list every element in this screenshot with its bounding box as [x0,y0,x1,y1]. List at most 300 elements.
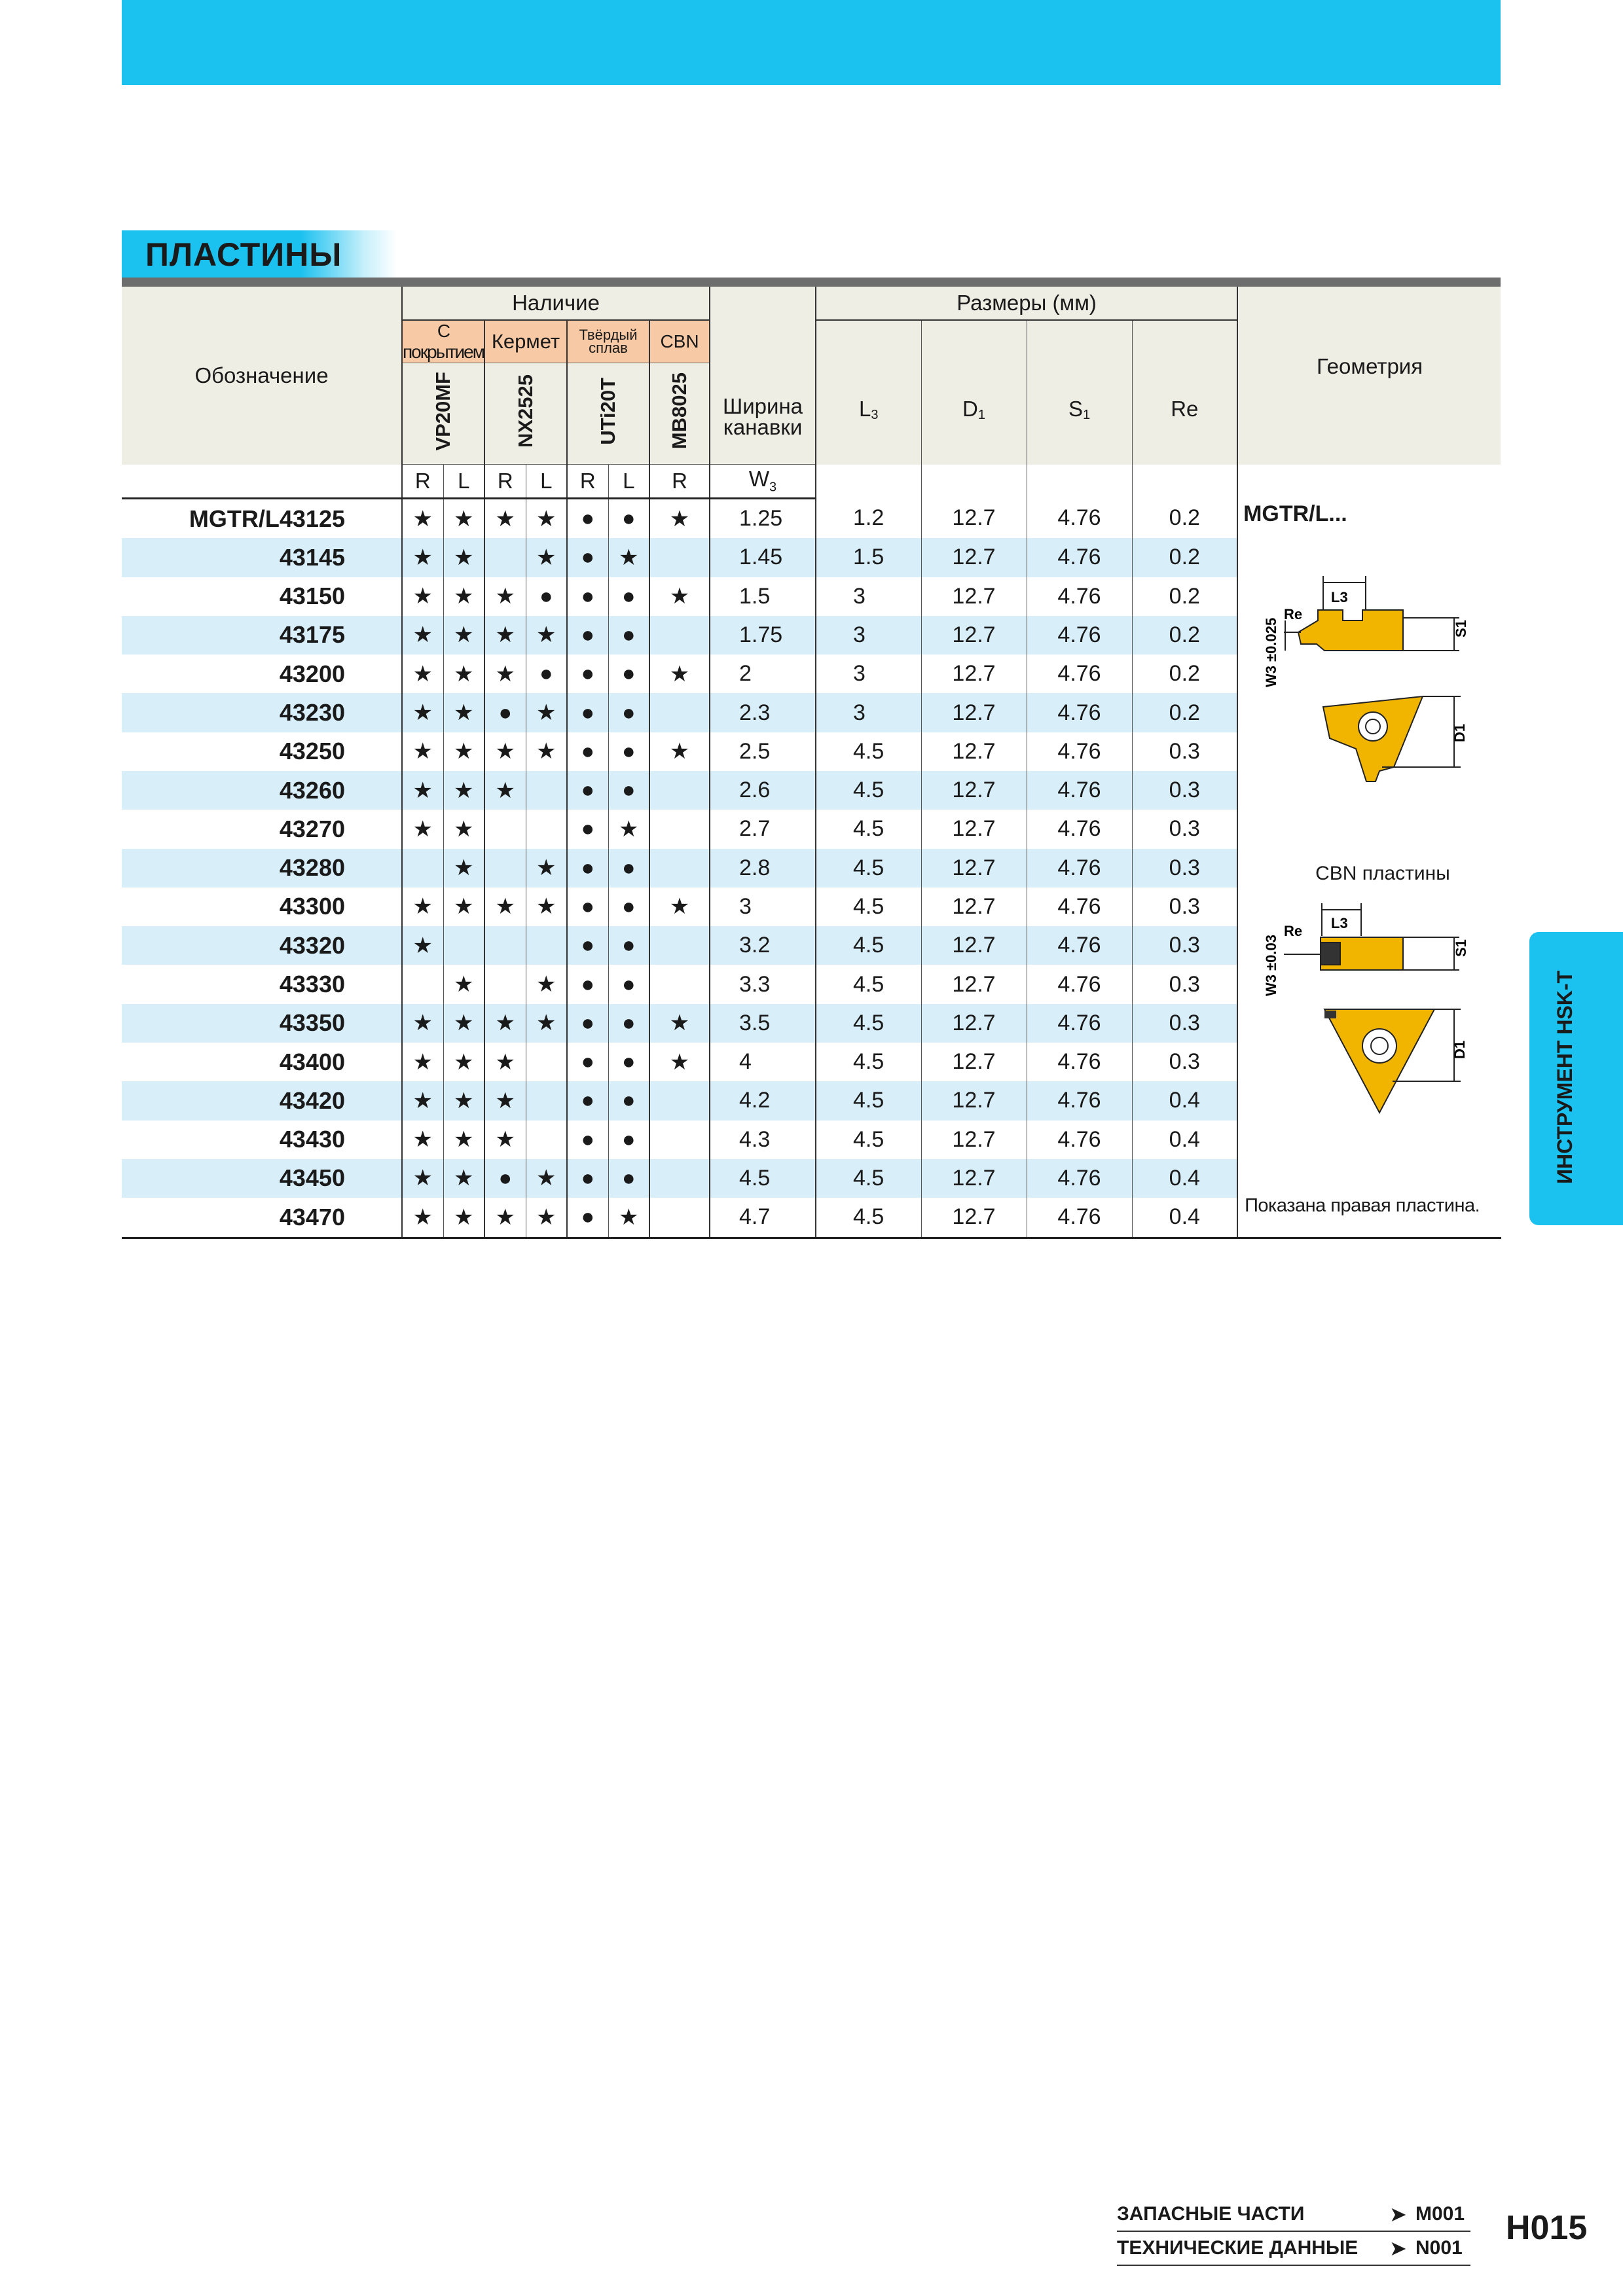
availability-cell: ★ [443,849,484,888]
designation-cell: 43420 [122,1081,402,1120]
d1-cell: 12.7 [921,810,1027,848]
availability-cell: ● [567,538,608,577]
availability-cell: ● [567,732,608,771]
svg-text:L3: L3 [1331,588,1348,605]
availability-cell: ★ [526,693,567,732]
availability-cell: ● [608,693,649,732]
availability-cell: ● [526,655,567,693]
availability-cell: ★ [402,1043,443,1081]
availability-cell: ● [608,616,649,655]
availability-cell: ★ [484,1081,526,1120]
footer-link-code: M001 [1415,2203,1465,2225]
availability-cell: ★ [484,888,526,926]
header-hard-alloy: Твёрдый сплав [567,320,649,363]
footer-link-spare-parts[interactable] [1117,2198,1470,2232]
availability-cell: ● [567,888,608,926]
availability-cell: ● [484,693,526,732]
availability-cell [526,1121,567,1159]
re-cell: 0.3 [1132,926,1237,965]
d1-cell: 12.7 [921,1198,1027,1238]
availability-cell: ★ [649,1043,710,1081]
l3-cell: 4.5 [816,1043,921,1081]
designation-cell: 43150 [279,583,345,610]
groove-width-cell: 3.3 [710,965,816,1003]
availability-cell [402,965,443,1003]
availability-cell: ★ [649,732,710,771]
l3-cell: 4.5 [816,1198,921,1238]
header-cermet: Кермет [484,320,567,363]
s1-cell: 4.76 [1027,655,1132,693]
availability-cell: ● [567,616,608,655]
re-cell: 0.2 [1132,655,1237,693]
l3-cell: 4.5 [816,965,921,1003]
availability-cell [649,849,710,888]
l3-cell: 4.5 [816,1004,921,1043]
header-l: L [443,465,484,499]
re-cell: 0.2 [1132,616,1237,655]
svg-text:W3 ±0.025: W3 ±0.025 [1263,617,1280,687]
svg-text:D1: D1 [1451,723,1468,742]
l3-cell: 4.5 [816,888,921,926]
d1-cell: 12.7 [921,616,1027,655]
d1-cell: 12.7 [921,771,1027,810]
availability-cell: ★ [402,655,443,693]
availability-cell [649,1081,710,1120]
header-grade-mb8025: MB8025 [649,363,710,465]
availability-cell: ★ [649,577,710,616]
svg-text:D1: D1 [1451,1040,1468,1059]
availability-cell: ★ [526,888,567,926]
availability-cell: ● [608,849,649,888]
groove-width-cell: 2.8 [710,849,816,888]
footer-link-text: ТЕХНИЧЕСКИЕ ДАННЫЕ [1117,2237,1359,2259]
availability-cell: ★ [443,1121,484,1159]
designation-cell: 43230 [122,693,402,732]
geometry-panel [1238,499,1501,1237]
arrow-right-icon: ➤ [1389,2202,1407,2226]
availability-cell: ● [608,965,649,1003]
availability-cell: ★ [443,693,484,732]
availability-cell [649,926,710,965]
availability-cell: ★ [402,1121,443,1159]
availability-cell [649,810,710,848]
availability-cell: ● [567,693,608,732]
top-color-bar [122,0,1501,85]
designation-cell: 43200 [279,660,345,687]
header-r: R [649,465,710,499]
availability-cell: ★ [402,616,443,655]
availability-cell: ★ [402,1159,443,1198]
s1-cell: 4.76 [1027,1004,1132,1043]
page-number: H015 [1506,2209,1588,2247]
availability-cell: ● [567,926,608,965]
designation-cell: 43270 [279,815,345,842]
d1-cell: 12.7 [921,1159,1027,1198]
header-cbn: CBN [649,320,710,363]
availability-cell: ★ [402,1198,443,1238]
cbn-label: CBN пластины [1315,862,1450,884]
header-l3: $L_3$ [816,320,921,499]
availability-cell: ● [567,1043,608,1081]
availability-cell: ● [608,771,649,810]
availability-cell: ● [484,1159,526,1198]
availability-cell [649,1198,710,1238]
table-body [122,499,1501,1238]
s1-cell: 4.76 [1027,1198,1132,1238]
geometry-title: MGTR/L... [1243,501,1347,526]
availability-cell: ★ [526,1198,567,1238]
header-s1: $S_1$ [1027,320,1132,499]
l3-cell: 4.5 [816,771,921,810]
availability-cell [526,771,567,810]
re-cell: 0.2 [1132,577,1237,616]
availability-cell: ★ [484,1198,526,1238]
groove-width-cell: 3 [710,888,816,926]
availability-cell: ★ [649,888,710,926]
availability-cell: ★ [443,1004,484,1043]
side-tab[interactable] [1529,932,1623,1225]
availability-cell: ● [567,577,608,616]
availability-cell: ★ [402,1004,443,1043]
designation-cell: 43450 [122,1159,402,1198]
l3-cell: 4.5 [816,926,921,965]
l3-cell: 4.5 [816,810,921,848]
header-r: R [402,465,443,499]
d1-cell: 12.7 [921,1121,1027,1159]
availability-cell: ★ [526,965,567,1003]
availability-cell: ● [608,926,649,965]
availability-cell: ● [567,1198,608,1238]
designation-cell: 43300 [279,893,345,920]
s1-cell: 4.76 [1027,1121,1132,1159]
groove-width-cell: 1.5 [710,577,816,616]
availability-cell: ★ [484,1121,526,1159]
availability-cell: ★ [402,888,443,926]
availability-cell: ★ [649,1004,710,1043]
groove-width-cell: 2.3 [710,693,816,732]
d1-cell: 12.7 [921,577,1027,616]
re-cell: 0.2 [1132,499,1237,539]
svg-text:Re: Re [1284,922,1303,939]
availability-cell: ★ [484,616,526,655]
availability-cell: ● [567,965,608,1003]
l3-cell: 3 [816,655,921,693]
groove-width-cell: 1.75 [710,616,816,655]
availability-cell: ★ [608,810,649,848]
availability-cell: ★ [608,1198,649,1238]
availability-cell: ● [567,1121,608,1159]
l3-cell: 4.5 [816,732,921,771]
l3-cell: 3 [816,616,921,655]
designation-cell: MGTR/L43125 [189,505,345,532]
header-d1: $D_1$ [921,320,1027,499]
designation-cell: 43430 [279,1126,345,1153]
availability-cell: ★ [443,538,484,577]
s1-cell: 4.76 [1027,732,1132,771]
d1-cell: 12.7 [921,1043,1027,1081]
availability-cell: ★ [484,499,526,539]
availability-cell [649,1121,710,1159]
header-r: R [567,465,608,499]
footer-link-text: ЗАПАСНЫЕ ЧАСТИ [1117,2203,1305,2225]
availability-cell: ★ [402,810,443,848]
header-l: L [608,465,649,499]
availability-cell: ★ [402,771,443,810]
availability-cell [484,965,526,1003]
availability-cell: ★ [443,810,484,848]
availability-cell: ★ [526,616,567,655]
re-cell: 0.3 [1132,732,1237,771]
s1-cell: 4.76 [1027,771,1132,810]
availability-cell: ● [567,849,608,888]
availability-cell: ● [608,888,649,926]
availability-cell [526,810,567,848]
s1-cell: 4.76 [1027,1081,1132,1120]
svg-text:W3 ±0.03: W3 ±0.03 [1263,934,1280,996]
availability-cell [649,1159,710,1198]
re-cell: 0.2 [1132,693,1237,732]
geometry-cell [1237,499,1501,1238]
availability-cell [484,926,526,965]
availability-cell: ★ [402,538,443,577]
designation-cell: 43145 [122,538,402,577]
s1-cell: 4.76 [1027,1043,1132,1081]
availability-cell [649,538,710,577]
header-grade-uti20t: UTi20T [567,363,649,465]
d1-cell: 12.7 [921,888,1027,926]
groove-width-cell: 3.2 [710,926,816,965]
l3-cell: 1.2 [816,499,921,539]
header-r: R [484,465,526,499]
header-geometry: Геометрия [1237,287,1501,499]
designation-cell: 43320 [122,926,402,965]
availability-cell: ★ [526,499,567,539]
availability-cell [484,849,526,888]
header-designation-bottom [122,465,402,499]
d1-cell: 12.7 [921,655,1027,693]
svg-text:S1: S1 [1453,939,1470,957]
s1-cell: 4.76 [1027,810,1132,848]
availability-cell: ★ [402,577,443,616]
l3-cell: 4.5 [816,1081,921,1120]
s1-cell: 4.76 [1027,499,1132,539]
groove-width-cell: 4.2 [710,1081,816,1120]
header-rule [122,278,1501,287]
footer-link-code: N001 [1415,2237,1463,2259]
designation-cell: 43280 [122,849,402,888]
d1-cell: 12.7 [921,732,1027,771]
groove-width-cell: 2.5 [710,732,816,771]
header-re: Re [1132,320,1237,499]
header-grade-nx2525: NX2525 [484,363,567,465]
availability-cell: ● [567,1081,608,1120]
groove-width-cell: 4.3 [710,1121,816,1159]
re-cell: 0.3 [1132,771,1237,810]
availability-cell [649,965,710,1003]
availability-cell: ★ [443,616,484,655]
availability-cell: ● [608,1081,649,1120]
availability-cell: ★ [526,1004,567,1043]
availability-cell: ★ [649,655,710,693]
availability-cell: ★ [443,1043,484,1081]
re-cell: 0.3 [1132,1043,1237,1081]
availability-cell: ★ [443,1159,484,1198]
header-l: L [526,465,567,499]
d1-cell: 12.7 [921,538,1027,577]
availability-cell: ★ [402,732,443,771]
d1-cell: 12.7 [921,965,1027,1003]
header-w3: $W_3$ [710,465,816,499]
s1-cell: 4.76 [1027,693,1132,732]
availability-cell [526,1043,567,1081]
inserts-table [122,287,1501,1239]
availability-cell: ★ [526,538,567,577]
availability-cell: ★ [443,732,484,771]
availability-cell [526,926,567,965]
d1-cell: 12.7 [921,1004,1027,1043]
groove-width-cell: 4 [710,1043,816,1081]
s1-cell: 4.76 [1027,849,1132,888]
re-cell: 0.3 [1132,965,1237,1003]
availability-cell: ★ [443,771,484,810]
s1-cell: 4.76 [1027,926,1132,965]
re-cell: 0.4 [1132,1198,1237,1238]
section-title-text: ПЛАСТИНЫ [145,236,342,273]
s1-cell: 4.76 [1027,577,1132,616]
s1-cell: 4.76 [1027,616,1132,655]
header-dimensions: Размеры (мм) [816,287,1237,320]
availability-cell: ★ [484,655,526,693]
availability-cell [649,616,710,655]
d1-cell: 12.7 [921,499,1027,539]
availability-cell [649,771,710,810]
designation-cell: 43470 [122,1198,402,1238]
section-title [122,230,397,278]
availability-cell: ● [608,577,649,616]
s1-cell: 4.76 [1027,888,1132,926]
availability-cell: ★ [526,849,567,888]
availability-cell: ★ [526,732,567,771]
d1-cell: 12.7 [921,1081,1027,1120]
availability-cell [443,926,484,965]
availability-cell: ★ [608,538,649,577]
availability-cell: ★ [443,655,484,693]
re-cell: 0.4 [1132,1081,1237,1120]
availability-cell [526,1081,567,1120]
re-cell: 0.4 [1132,1121,1237,1159]
availability-cell [649,693,710,732]
designation-cell: 43175 [122,616,402,655]
availability-cell: ● [608,499,649,539]
availability-cell: ★ [526,1159,567,1198]
d1-cell: 12.7 [921,926,1027,965]
availability-cell: ● [567,771,608,810]
shown-label: Показана правая пластина. [1245,1194,1480,1216]
re-cell: 0.3 [1132,810,1237,848]
availability-cell [402,849,443,888]
table-row [122,499,1501,539]
availability-cell: ★ [443,499,484,539]
availability-cell: ★ [443,888,484,926]
arrow-right-icon: ➤ [1389,2236,1407,2260]
availability-cell: ★ [484,732,526,771]
availability-cell: ● [608,655,649,693]
availability-cell: ● [567,810,608,848]
designation-cell: 43260 [122,771,402,810]
availability-cell: ★ [443,1198,484,1238]
designation-cell: 43330 [279,971,345,998]
groove-width-cell: 2.7 [710,810,816,848]
groove-width-cell: 3.5 [710,1004,816,1043]
availability-cell: ● [567,1159,608,1198]
s1-cell: 4.76 [1027,965,1132,1003]
l3-cell: 1.5 [816,538,921,577]
availability-cell: ★ [484,1043,526,1081]
availability-cell: ● [608,732,649,771]
l3-cell: 4.5 [816,1159,921,1198]
header-designation: Обозначение [194,363,329,387]
availability-cell: ★ [402,926,443,965]
l3-cell: 3 [816,693,921,732]
availability-cell [484,810,526,848]
availability-cell: ★ [484,1004,526,1043]
re-cell: 0.4 [1132,1159,1237,1198]
groove-width-cell: 2.6 [710,771,816,810]
availability-cell [484,538,526,577]
groove-width-cell: 4.5 [710,1159,816,1198]
availability-cell: ★ [649,499,710,539]
availability-cell: ★ [443,965,484,1003]
availability-cell: ★ [402,1081,443,1120]
designation-cell: 43250 [279,738,345,765]
groove-width-cell: 4.7 [710,1198,816,1238]
footer-link-tech-data[interactable] [1117,2232,1470,2266]
re-cell: 0.3 [1132,1004,1237,1043]
availability-cell: ★ [484,577,526,616]
groove-width-cell: 1.25 [710,499,816,539]
l3-cell: 4.5 [816,1121,921,1159]
s1-cell: 4.76 [1027,1159,1132,1198]
re-cell: 0.2 [1132,538,1237,577]
header-groove-width: Ширина канавки [710,287,816,465]
svg-text:S1: S1 [1453,619,1470,637]
side-tab-label: ИНСТРУМЕНТ HSK-T [1553,970,1577,1185]
availability-cell: ● [608,1159,649,1198]
availability-cell: ★ [402,693,443,732]
availability-cell: ★ [443,577,484,616]
svg-text:L3: L3 [1331,914,1348,931]
header-coated: С покрытием [403,321,484,362]
availability-cell: ★ [402,499,443,539]
availability-cell: ● [526,577,567,616]
availability-cell: ★ [443,1081,484,1120]
designation-cell: 43350 [122,1004,402,1043]
groove-width-cell: 2 [710,655,816,693]
d1-cell: 12.7 [921,849,1027,888]
availability-cell: ★ [484,771,526,810]
footer-links [1117,2198,1470,2266]
header-availability: Наличие [402,287,710,320]
designation-cell: 43400 [279,1048,345,1075]
l3-cell: 3 [816,577,921,616]
availability-cell: ● [608,1043,649,1081]
l3-cell: 4.5 [816,849,921,888]
availability-cell: ● [567,499,608,539]
availability-cell: ● [567,655,608,693]
s1-cell: 4.76 [1027,538,1132,577]
availability-cell: ● [608,1121,649,1159]
re-cell: 0.3 [1132,888,1237,926]
